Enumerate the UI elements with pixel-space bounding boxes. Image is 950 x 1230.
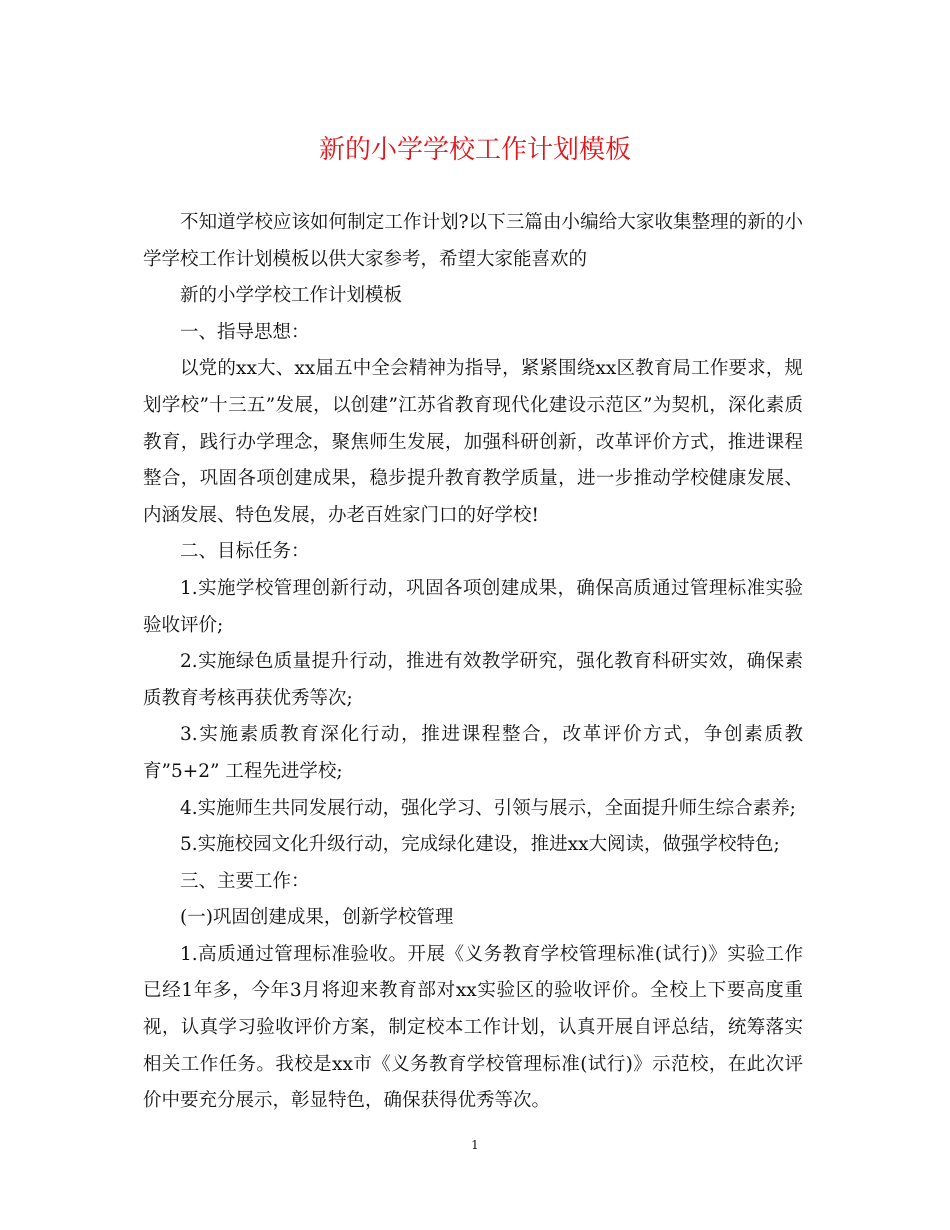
document-body	[143, 205, 803, 1120]
intro-paragraph: 不知道学校应该如何制定工作计划?以下三篇由小编给大家收集整理的新的小学学校工作计划模板以供大家参考，希望大家能喜欢的	[143, 212, 803, 270]
goal-item-4: 4.实施师生共同发展行动，强化学习、引领与展示，全面提升师生综合素养;	[180, 797, 796, 819]
section-heading-main-work: 三、主要工作：	[180, 870, 310, 892]
page-number: 1	[471, 1138, 479, 1152]
goal-item-2: 2.实施绿色质量提升行动，推进有效教学研究，强化教育科研实效，确保素质教育考核再获优秀等次;	[143, 651, 803, 709]
guiding-ideology-paragraph: 以党的xx大、xx届五中全会精神为指导，紧紧围绕xx区教育局工作要求，规划学校”十三五”发展，以创建”江苏省教育现代化建设示范区”为契机，深化素质教育，践行办学理念，聚焦师生发展，加强科研创新，改革评价方式，推进课程整合，巩固各项创建成果，稳步提升教育教学质量，进一步推动学校健康发展、内涵发展、特色发展，办老百姓家门口的好学校!	[143, 358, 803, 526]
section-heading-goals: 二、目标任务：	[180, 541, 310, 563]
section-heading-guiding-ideology: 一、指导思想：	[180, 321, 310, 343]
goal-item-1: 1.实施学校管理创新行动，巩固各项创建成果，确保高质通过管理标准实验验收评价;	[143, 577, 803, 636]
subsection-heading-1: (一)巩固创建成果，创新学校管理	[180, 907, 454, 929]
goal-item-3: 3.实施素质教育深化行动，推进课程整合，改革评价方式，争创素质教育”5+2” 工程先进学校;	[143, 724, 803, 782]
subtitle-paragraph: 新的小学学校工作计划模板	[180, 285, 403, 307]
work-item-1-paragraph: 1.高质通过管理标准验收。开展《义务教育学校管理标准(试行)》实验工作已经1年多，今年3月将迎来教育部对xx实验区的验收评价。全校上下要高度重视，认真学习验收评价方案，制定校本工作计划，认真开展自评总结，统筹落实相关工作任务。我校是xx市《义务教育学校管理标准(试行)》示范校，在此次评价中要充分展示，彰显特色，确保获得优秀等次。	[143, 943, 803, 1112]
goal-item-5: 5.实施校园文化升级行动，完成绿化建设，推进xx大阅读，做强学校特色;	[180, 834, 780, 856]
document-title: 新的小学学校工作计划模板	[318, 135, 631, 165]
